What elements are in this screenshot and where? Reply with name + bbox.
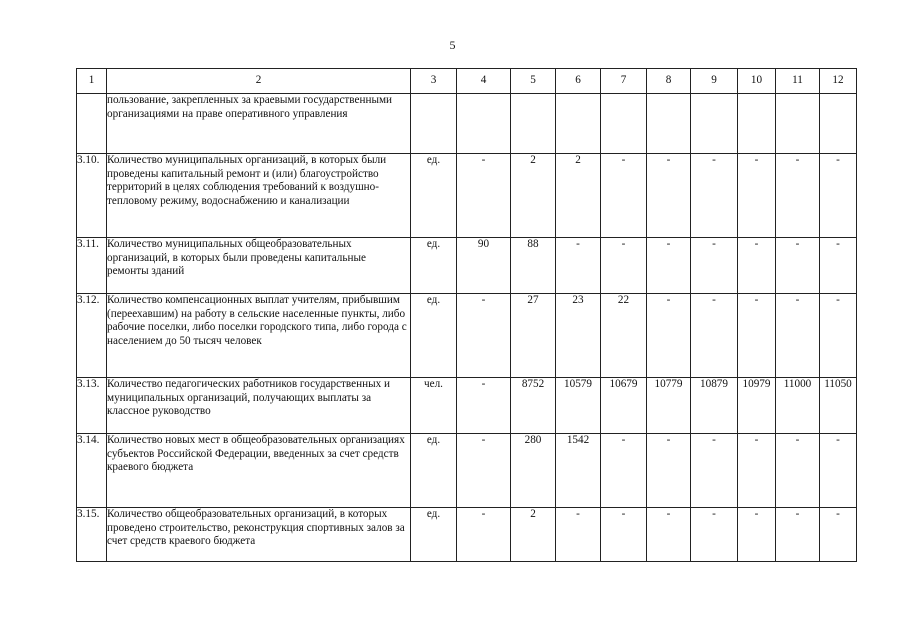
row-value: -	[820, 508, 857, 562]
row-value: -	[556, 508, 601, 562]
row-number	[77, 94, 107, 154]
header-cell: 5	[511, 69, 556, 94]
row-value: 11050	[820, 378, 857, 434]
row-value: 23	[556, 294, 601, 378]
row-indicator-text: Количество педагогических работников государственных и муниципальных организаций, получающих выплаты за классное руководство	[107, 378, 411, 434]
row-value	[820, 94, 857, 154]
row-unit: чел.	[411, 378, 457, 434]
row-number: 3.15.	[77, 508, 107, 562]
header-cell: 8	[647, 69, 691, 94]
row-value: -	[738, 294, 776, 378]
row-value: -	[820, 154, 857, 238]
row-value: 2	[511, 154, 556, 238]
row-value: 11000	[776, 378, 820, 434]
header-cell: 2	[107, 69, 411, 94]
row-value: -	[738, 434, 776, 508]
row-number: 3.10.	[77, 154, 107, 238]
row-value: -	[820, 434, 857, 508]
row-value: -	[691, 508, 738, 562]
row-indicator-text: Количество общеобразовательных организаций, в которых проведено строительство, реконструкция спортивных залов за счет средств краевого бюджета	[107, 508, 411, 562]
header-cell: 10	[738, 69, 776, 94]
row-value: -	[556, 238, 601, 294]
row-value: -	[776, 238, 820, 294]
row-value: -	[601, 508, 647, 562]
row-value: -	[691, 434, 738, 508]
row-unit: ед.	[411, 154, 457, 238]
table-row	[77, 154, 857, 238]
row-unit: ед.	[411, 238, 457, 294]
row-value: 2	[556, 154, 601, 238]
header-cell: 3	[411, 69, 457, 94]
row-indicator-text: Количество муниципальных организаций, в которых были проведены капитальный ремонт и (или) благоустройство территорий в целях соблюдения требований к воздушно-тепловому режиму, водоснабжению и канализации	[107, 154, 411, 238]
row-unit: ед.	[411, 508, 457, 562]
table-row	[77, 94, 857, 154]
row-value: -	[457, 378, 511, 434]
row-value: 22	[601, 294, 647, 378]
row-value: 90	[457, 238, 511, 294]
table-row	[77, 294, 857, 378]
header-cell: 4	[457, 69, 511, 94]
table-row	[77, 508, 857, 562]
row-value: -	[691, 238, 738, 294]
row-value: 280	[511, 434, 556, 508]
row-value: -	[738, 508, 776, 562]
row-indicator-text: Количество новых мест в общеобразовательных организациях субъектов Российской Федерации, введенных за счет средств краевого бюджета	[107, 434, 411, 508]
row-value: -	[647, 434, 691, 508]
row-value: -	[647, 238, 691, 294]
row-value: -	[820, 238, 857, 294]
row-value: -	[776, 434, 820, 508]
row-value: -	[647, 508, 691, 562]
row-value: -	[738, 238, 776, 294]
row-value: 10879	[691, 378, 738, 434]
row-value	[511, 94, 556, 154]
row-value: -	[691, 154, 738, 238]
page-number: 5	[449, 38, 456, 52]
row-value	[457, 94, 511, 154]
row-unit: ед.	[411, 434, 457, 508]
header-cell: 11	[776, 69, 820, 94]
row-value: -	[457, 434, 511, 508]
row-value	[647, 94, 691, 154]
row-value: 1542	[556, 434, 601, 508]
row-value	[776, 94, 820, 154]
row-value: 10779	[647, 378, 691, 434]
header-cell: 12	[820, 69, 857, 94]
row-value: -	[601, 238, 647, 294]
table-row	[77, 378, 857, 434]
row-value: 27	[511, 294, 556, 378]
row-value	[601, 94, 647, 154]
row-number: 3.13.	[77, 378, 107, 434]
row-value: 2	[511, 508, 556, 562]
row-value: 8752	[511, 378, 556, 434]
row-number: 3.12.	[77, 294, 107, 378]
row-value: -	[647, 294, 691, 378]
row-value	[691, 94, 738, 154]
table-row	[77, 238, 857, 294]
row-unit: ед.	[411, 294, 457, 378]
table-row	[77, 434, 857, 508]
row-value: -	[457, 154, 511, 238]
row-value	[556, 94, 601, 154]
row-value: 88	[511, 238, 556, 294]
row-indicator-text: Количество компенсационных выплат учителям, прибывшим (переехавшим) на работу в сельские населенные пункты, либо рабочие поселки, либо поселки городского типа, либо города с населением до 50 тысяч человек	[107, 294, 411, 378]
row-value: -	[601, 434, 647, 508]
row-value: -	[738, 154, 776, 238]
row-unit	[411, 94, 457, 154]
row-value: -	[601, 154, 647, 238]
table-header-row	[77, 69, 857, 94]
row-value: 10979	[738, 378, 776, 434]
row-value: -	[457, 508, 511, 562]
row-number: 3.14.	[77, 434, 107, 508]
row-indicator-text: Количество муниципальных общеобразовательных организаций, в которых были проведены капитальные ремонты зданий	[107, 238, 411, 294]
row-value: -	[647, 154, 691, 238]
row-value: 10579	[556, 378, 601, 434]
row-value: -	[457, 294, 511, 378]
row-value: -	[776, 154, 820, 238]
row-value: -	[776, 294, 820, 378]
row-number: 3.11.	[77, 238, 107, 294]
row-value	[738, 94, 776, 154]
row-value: -	[820, 294, 857, 378]
row-value: 10679	[601, 378, 647, 434]
row-value: -	[691, 294, 738, 378]
indicators-table	[76, 68, 857, 562]
row-value: -	[776, 508, 820, 562]
header-cell: 1	[77, 69, 107, 94]
header-cell: 7	[601, 69, 647, 94]
header-cell: 9	[691, 69, 738, 94]
row-indicator-text: пользование, закрепленных за краевыми государственными организациями на праве оперативного управления	[107, 94, 411, 154]
header-cell: 6	[556, 69, 601, 94]
